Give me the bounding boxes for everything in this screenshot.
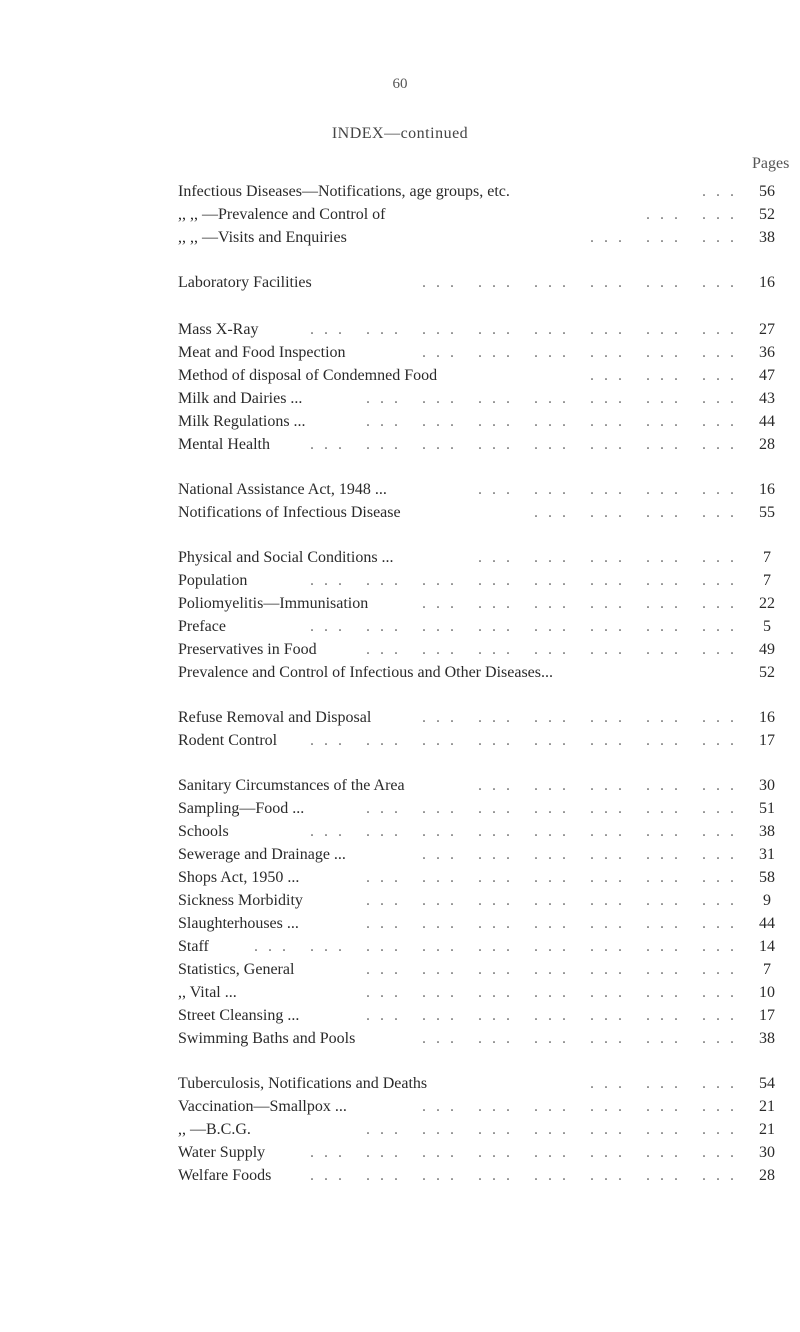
index-entries xyxy=(178,180,800,1209)
entry-page-number: 5 xyxy=(763,618,771,635)
entry-label: Milk Regulations ... xyxy=(178,413,306,430)
entry-leader-dots: ... xyxy=(702,183,744,200)
entry-label: Sickness Morbidity xyxy=(178,892,303,909)
entry-label: ,, ,, —Visits and Enquiries xyxy=(178,229,347,246)
index-entry xyxy=(178,843,800,866)
entry-label: Preface xyxy=(178,618,226,635)
entry-label: Tuberculosis, Notifications and Deaths xyxy=(178,1075,428,1092)
entry-page-number: 16 xyxy=(759,481,775,498)
page-number: 60 xyxy=(392,76,408,92)
index-group xyxy=(178,1072,800,1187)
entry-leader-dots: ... ... ... ... ... ... ... xyxy=(366,413,744,430)
index-entry xyxy=(178,866,800,889)
entry-label: ,, ,, —Prevalence and Control of xyxy=(178,206,386,223)
entry-page-number: 31 xyxy=(759,846,775,863)
entry-page-number: 43 xyxy=(759,390,775,407)
entry-leader-dots: ... ... ... ... ... ... xyxy=(422,1098,744,1115)
entry-leader-dots: ... ... ... ... ... ... ... xyxy=(366,800,744,817)
index-entry xyxy=(178,1027,800,1050)
entry-page-number: 38 xyxy=(759,1030,775,1047)
entry-page-number: 9 xyxy=(763,892,771,909)
entry-leader-dots: ... ... ... ... ... ... ... ... xyxy=(310,1144,744,1161)
index-entry xyxy=(178,1072,800,1095)
index-entry xyxy=(178,1095,800,1118)
entry-leader-dots: ... ... ... ... ... xyxy=(478,777,744,794)
index-entry xyxy=(178,271,800,294)
entry-page-number: 56 xyxy=(759,183,775,200)
entry-leader-dots: ... ... ... ... ... ... ... ... xyxy=(310,732,744,749)
entry-page-number: 44 xyxy=(759,413,775,430)
entry-leader-dots: ... ... xyxy=(646,206,744,223)
index-entry xyxy=(178,364,800,387)
entry-label: Statistics, General xyxy=(178,961,295,978)
page-title: INDEX—continued xyxy=(331,125,469,142)
index-entry xyxy=(178,912,800,935)
entry-leader-dots: ... ... ... ... ... ... ... xyxy=(366,1007,744,1024)
entry-leader-dots: ... ... ... ... ... ... ... ... ... xyxy=(254,938,744,955)
index-entry xyxy=(178,226,800,249)
entry-leader-dots: ... ... ... ... ... ... ... xyxy=(366,641,744,658)
index-entry xyxy=(178,615,800,638)
entry-label: Preservatives in Food xyxy=(178,641,317,658)
index-entry xyxy=(178,203,800,226)
entry-label: Vaccination—Smallpox ... xyxy=(178,1098,347,1115)
index-group xyxy=(178,774,800,1050)
entry-label: Prevalence and Control of Infectious and Other Diseases... xyxy=(178,664,553,681)
index-entry xyxy=(178,981,800,1004)
entry-page-number: 27 xyxy=(759,321,775,338)
entry-label: Rodent Control xyxy=(178,732,278,749)
entry-label: Swimming Baths and Pools xyxy=(178,1030,356,1047)
entry-label: Sanitary Circumstances of the Area xyxy=(178,777,405,794)
entry-label: Street Cleansing ... xyxy=(178,1007,300,1024)
entry-page-number: 47 xyxy=(759,367,775,384)
entry-leader-dots: ... ... ... ... ... ... ... ... xyxy=(310,618,744,635)
index-group xyxy=(178,546,800,684)
entry-label: Staff xyxy=(178,938,209,955)
entry-label: Slaughterhouses ... xyxy=(178,915,299,932)
index-entry xyxy=(178,958,800,981)
index-group xyxy=(178,318,800,456)
entry-label: Refuse Removal and Disposal xyxy=(178,709,372,726)
entry-label: Sewerage and Drainage ... xyxy=(178,846,346,863)
entry-label: National Assistance Act, 1948 ... xyxy=(178,481,387,498)
entry-leader-dots: ... ... ... ... ... ... xyxy=(422,709,744,726)
entry-page-number: 55 xyxy=(759,504,775,521)
index-entry xyxy=(178,1164,800,1187)
entry-label: Sampling—Food ... xyxy=(178,800,305,817)
entry-leader-dots: ... ... ... ... xyxy=(534,504,744,521)
entry-page-number: 52 xyxy=(759,206,775,223)
entry-label: Mental Health xyxy=(178,436,270,453)
entry-leader-dots: ... ... ... ... ... ... ... xyxy=(366,961,744,978)
pages-column-heading: Pages xyxy=(752,155,790,172)
index-entry xyxy=(178,774,800,797)
entry-page-number: 16 xyxy=(759,274,775,291)
index-group xyxy=(178,180,800,249)
entry-page-number: 28 xyxy=(759,436,775,453)
entry-page-number: 51 xyxy=(759,800,775,817)
index-group xyxy=(178,271,800,294)
index-entry xyxy=(178,889,800,912)
entry-label: Population xyxy=(178,572,248,589)
entry-leader-dots: ... ... ... ... ... ... ... xyxy=(366,892,744,909)
entry-leader-dots: ... ... ... ... ... ... xyxy=(422,595,744,612)
entry-page-number: 7 xyxy=(763,961,771,978)
entry-page-number: 21 xyxy=(759,1121,775,1138)
entry-leader-dots: ... ... ... ... ... ... xyxy=(422,1030,744,1047)
index-entry xyxy=(178,797,800,820)
entry-page-number: 49 xyxy=(759,641,775,658)
entry-leader-dots: ... ... ... ... ... ... ... ... xyxy=(310,1167,744,1184)
index-entry xyxy=(178,1004,800,1027)
entry-page-number: 10 xyxy=(759,984,775,1001)
index-entry xyxy=(178,935,800,958)
index-entry xyxy=(178,501,800,524)
entry-page-number: 21 xyxy=(759,1098,775,1115)
entry-label: Laboratory Facilities xyxy=(178,274,312,291)
entry-page-number: 30 xyxy=(759,777,775,794)
entry-page-number: 52 xyxy=(759,664,775,681)
entry-label: Notifications of Infectious Disease xyxy=(178,504,401,521)
index-entry xyxy=(178,569,800,592)
entry-page-number: 17 xyxy=(759,732,775,749)
index-entry xyxy=(178,410,800,433)
entry-leader-dots: ... ... ... ... ... ... ... xyxy=(366,390,744,407)
index-entry xyxy=(178,820,800,843)
entry-leader-dots: ... ... ... xyxy=(590,367,744,384)
entry-leader-dots: ... ... ... ... ... ... ... xyxy=(366,1121,744,1138)
entry-page-number: 28 xyxy=(759,1167,775,1184)
entry-page-number: 38 xyxy=(759,823,775,840)
entry-label: Water Supply xyxy=(178,1144,266,1161)
index-entry xyxy=(178,706,800,729)
entry-label: Infectious Diseases—Notifications, age groups, etc. xyxy=(178,183,510,200)
index-entry xyxy=(178,661,800,684)
entry-leader-dots: ... ... ... ... ... ... ... ... xyxy=(310,436,744,453)
entry-page-number: 44 xyxy=(759,915,775,932)
entry-label: ,, Vital ... xyxy=(178,984,237,1001)
entry-label: Milk and Dairies ... xyxy=(178,390,303,407)
entry-leader-dots: ... ... ... ... ... xyxy=(478,481,744,498)
entry-page-number: 58 xyxy=(759,869,775,886)
entry-label: Welfare Foods xyxy=(178,1167,272,1184)
entry-leader-dots: ... ... ... ... ... ... ... xyxy=(366,984,744,1001)
entry-leader-dots: ... ... ... xyxy=(590,229,744,246)
index-entry xyxy=(178,1118,800,1141)
entry-label: Meat and Food Inspection xyxy=(178,344,346,361)
index-entry xyxy=(178,546,800,569)
entry-page-number: 36 xyxy=(759,344,775,361)
index-entry xyxy=(178,638,800,661)
index-entry xyxy=(178,478,800,501)
entry-label: Method of disposal of Condemned Food xyxy=(178,367,438,384)
entry-leader-dots: ... ... ... ... ... ... ... xyxy=(366,869,744,886)
index-entry xyxy=(178,318,800,341)
index-entry xyxy=(178,180,800,203)
entry-leader-dots: ... ... ... ... ... ... ... ... xyxy=(310,823,744,840)
entry-leader-dots: ... ... ... ... ... ... xyxy=(422,344,744,361)
entry-page-number: 16 xyxy=(759,709,775,726)
entry-leader-dots: ... ... ... ... ... ... ... xyxy=(366,915,744,932)
entry-label: Poliomyelitis—Immunisation xyxy=(178,595,369,612)
index-entry xyxy=(178,341,800,364)
entry-page-number: 30 xyxy=(759,1144,775,1161)
entry-leader-dots: ... ... ... ... ... ... xyxy=(422,274,744,291)
entry-leader-dots: ... ... ... xyxy=(590,1075,744,1092)
entry-page-number: 7 xyxy=(763,549,771,566)
index-group xyxy=(178,478,800,524)
entry-label: Shops Act, 1950 ... xyxy=(178,869,300,886)
entry-label: ,, —B.C.G. xyxy=(178,1121,251,1138)
entry-label: Mass X-Ray xyxy=(178,321,259,338)
index-entry xyxy=(178,387,800,410)
index-entry xyxy=(178,1141,800,1164)
entry-page-number: 7 xyxy=(763,572,771,589)
entry-leader-dots: ... ... ... ... ... xyxy=(478,549,744,566)
index-group xyxy=(178,706,800,752)
entry-label: Physical and Social Conditions ... xyxy=(178,549,394,566)
index-entry xyxy=(178,729,800,752)
entry-page-number: 17 xyxy=(759,1007,775,1024)
entry-leader-dots: ... ... ... ... ... ... ... ... xyxy=(310,321,744,338)
index-entry xyxy=(178,433,800,456)
index-entry xyxy=(178,592,800,615)
entry-page-number: 22 xyxy=(759,595,775,612)
entry-leader-dots: ... ... ... ... ... ... xyxy=(422,846,744,863)
entry-page-number: 38 xyxy=(759,229,775,246)
entry-page-number: 14 xyxy=(759,938,775,955)
entry-page-number: 54 xyxy=(759,1075,775,1092)
entry-label: Schools xyxy=(178,823,229,840)
entry-leader-dots: ... ... ... ... ... ... ... ... xyxy=(310,572,744,589)
